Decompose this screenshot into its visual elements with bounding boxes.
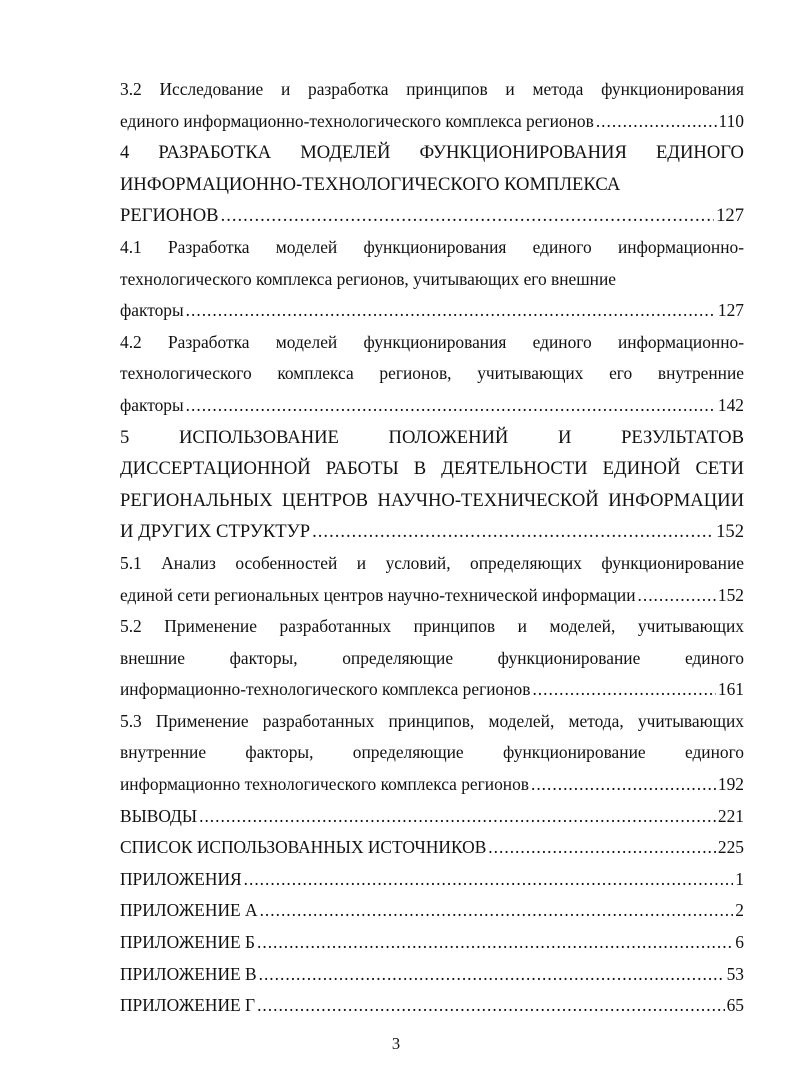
dot-leader xyxy=(259,959,725,991)
toc-entry-conclusions-title: ВЫВОДЫ xyxy=(120,805,198,826)
toc-entry-4-1-page: 127 xyxy=(717,300,744,321)
toc-chapter-5-line-2: ДИССЕРТАЦИОННОЙ РАБОТЫ В ДЕЯТЕЛЬНОСТИ ЕДИНОЙ СЕТИ xyxy=(120,458,744,480)
toc-chapter-5-line-3: РЕГИОНАЛЬНЫХ ЦЕНТРОВ НАУЧНО-ТЕХНИЧЕСКОЙ ИНФОРМАЦИИ xyxy=(120,489,744,511)
toc-entry-appendix-g-title: ПРИЛОЖЕНИЕ Г xyxy=(120,995,256,1016)
dot-leader xyxy=(638,580,716,612)
dot-leader xyxy=(531,769,716,801)
dot-leader xyxy=(488,832,716,864)
toc-entry-appendix-b-title: ПРИЛОЖЕНИЕ Б xyxy=(120,932,255,953)
toc-entry-4-2-title-end: факторы xyxy=(120,394,184,415)
toc-entry-4-1-line-1: 4.1 Разработка моделей функционирования единого информационно- xyxy=(120,236,744,257)
toc-entry-appendices-title: ПРИЛОЖЕНИЯ xyxy=(120,868,242,889)
toc-chapter-5-line-4 xyxy=(120,516,744,548)
dot-leader xyxy=(312,516,714,548)
toc-entry-5-3-page: 192 xyxy=(717,774,744,795)
toc-entry-5-3-line-1: 5.3 Применение разработанных принципов, моделей, метода, учитывающих xyxy=(120,710,744,731)
toc-entry-3-2-title-end: единого информационно-технологического комплекса регионов xyxy=(120,110,594,131)
toc-chapter-5-page: 152 xyxy=(716,521,744,543)
toc-entry-5-1-page: 152 xyxy=(717,584,744,605)
toc-chapter-4-line-1: 4 РАЗРАБОТКА МОДЕЛЕЙ ФУНКЦИОНИРОВАНИЯ ЕДИНОГО xyxy=(120,142,744,164)
dot-leader xyxy=(199,801,716,833)
toc-entry-5-2-line-3 xyxy=(120,674,744,706)
toc-entry-5-3-title-end: информационно технологического комплекса регионов xyxy=(120,774,529,795)
dot-leader xyxy=(532,674,715,706)
toc-entry-5-2-page: 161 xyxy=(717,679,744,700)
dot-leader xyxy=(257,990,725,1022)
toc-entry-appendix-v-title: ПРИЛОЖЕНИЕ В xyxy=(120,963,257,984)
toc-entry-5-1-line-2 xyxy=(120,580,744,612)
toc-entry-4-1-line-2: технологического комплекса регионов, учитывающих его внешние xyxy=(120,268,616,289)
toc-entry-appendices-page: 1 xyxy=(735,868,744,889)
toc-entry-references xyxy=(120,832,744,864)
toc-entry-conclusions xyxy=(120,801,744,833)
toc-entry-references-page: 225 xyxy=(717,837,744,858)
toc-entry-4-1-title-end: факторы xyxy=(120,300,184,321)
dot-leader xyxy=(221,200,715,232)
toc-entry-conclusions-page: 221 xyxy=(717,805,744,826)
toc-entry-appendices xyxy=(120,864,744,896)
toc-entry-appendix-v xyxy=(120,959,744,991)
toc-entry-appendix-g xyxy=(120,990,744,1022)
toc-entry-5-1-line-1: 5.1 Анализ особенностей и условий, определяющих функционирование xyxy=(120,552,744,573)
table-of-contents xyxy=(120,74,744,1022)
toc-entry-appendix-a-title: ПРИЛОЖЕНИЕ А xyxy=(120,900,258,921)
toc-entry-5-2-line-2: внешние факторы, определяющие функционирование единого xyxy=(120,647,744,668)
toc-entry-appendix-a-page: 2 xyxy=(735,900,744,921)
page-number: 3 xyxy=(391,1034,401,1053)
toc-entry-appendix-b-page: 6 xyxy=(735,932,744,953)
toc-entry-appendix-v-page: 53 xyxy=(726,963,744,984)
toc-chapter-4-title-end: РЕГИОНОВ xyxy=(120,205,219,227)
toc-entry-5-2-title-end: информационно-технологического комплекса регионов xyxy=(120,679,531,700)
dot-leader xyxy=(186,390,716,422)
toc-entry-5-1-title-end: единой сети региональных центров научно-технической информации xyxy=(120,584,636,605)
toc-chapter-5-title-end: И ДРУГИХ СТРУКТУР xyxy=(120,521,311,543)
toc-entry-3-2-page: 110 xyxy=(718,110,744,131)
toc-entry-4-2-page: 142 xyxy=(717,394,744,415)
toc-chapter-4-line-2: ИНФОРМАЦИОННО-ТЕХНОЛОГИЧЕСКОГО КОМПЛЕКСА xyxy=(120,173,621,195)
toc-entry-4-2-line-2: технологического комплекса регионов, учитывающих его внутренние xyxy=(120,363,744,384)
toc-entry-4-2-line-3 xyxy=(120,390,744,422)
dot-leader xyxy=(186,295,716,327)
toc-chapter-4-page: 127 xyxy=(716,205,744,227)
dot-leader xyxy=(244,864,734,896)
toc-chapter-4-line-3 xyxy=(120,200,744,232)
toc-entry-references-title: СПИСОК ИСПОЛЬЗОВАННЫХ ИСТОЧНИКОВ xyxy=(120,837,487,858)
dot-leader xyxy=(260,895,734,927)
toc-entry-5-3-line-3 xyxy=(120,769,744,801)
toc-entry-3-2-line-1: 3.2 Исследование и разработка принципов и метода функционирования xyxy=(120,79,744,99)
dot-leader xyxy=(257,927,733,959)
toc-entry-appendix-g-page: 65 xyxy=(726,995,744,1016)
toc-entry-appendix-a xyxy=(120,895,744,927)
dot-leader xyxy=(596,106,717,138)
toc-entry-5-3-line-2: внутренние факторы, определяющие функционирование единого xyxy=(120,742,744,763)
toc-chapter-5-line-1: 5 ИСПОЛЬЗОВАНИЕ ПОЛОЖЕНИЙ И РЕЗУЛЬТАТОВ xyxy=(120,426,744,448)
toc-entry-3-2-line-2 xyxy=(120,106,744,138)
toc-entry-appendix-b xyxy=(120,927,744,959)
toc-entry-5-2-line-1: 5.2 Применение разработанных принципов и моделей, учитывающих xyxy=(120,616,744,637)
toc-entry-4-2-line-1: 4.2 Разработка моделей функционирования единого информационно- xyxy=(120,331,744,352)
toc-entry-4-1-line-3 xyxy=(120,295,744,327)
